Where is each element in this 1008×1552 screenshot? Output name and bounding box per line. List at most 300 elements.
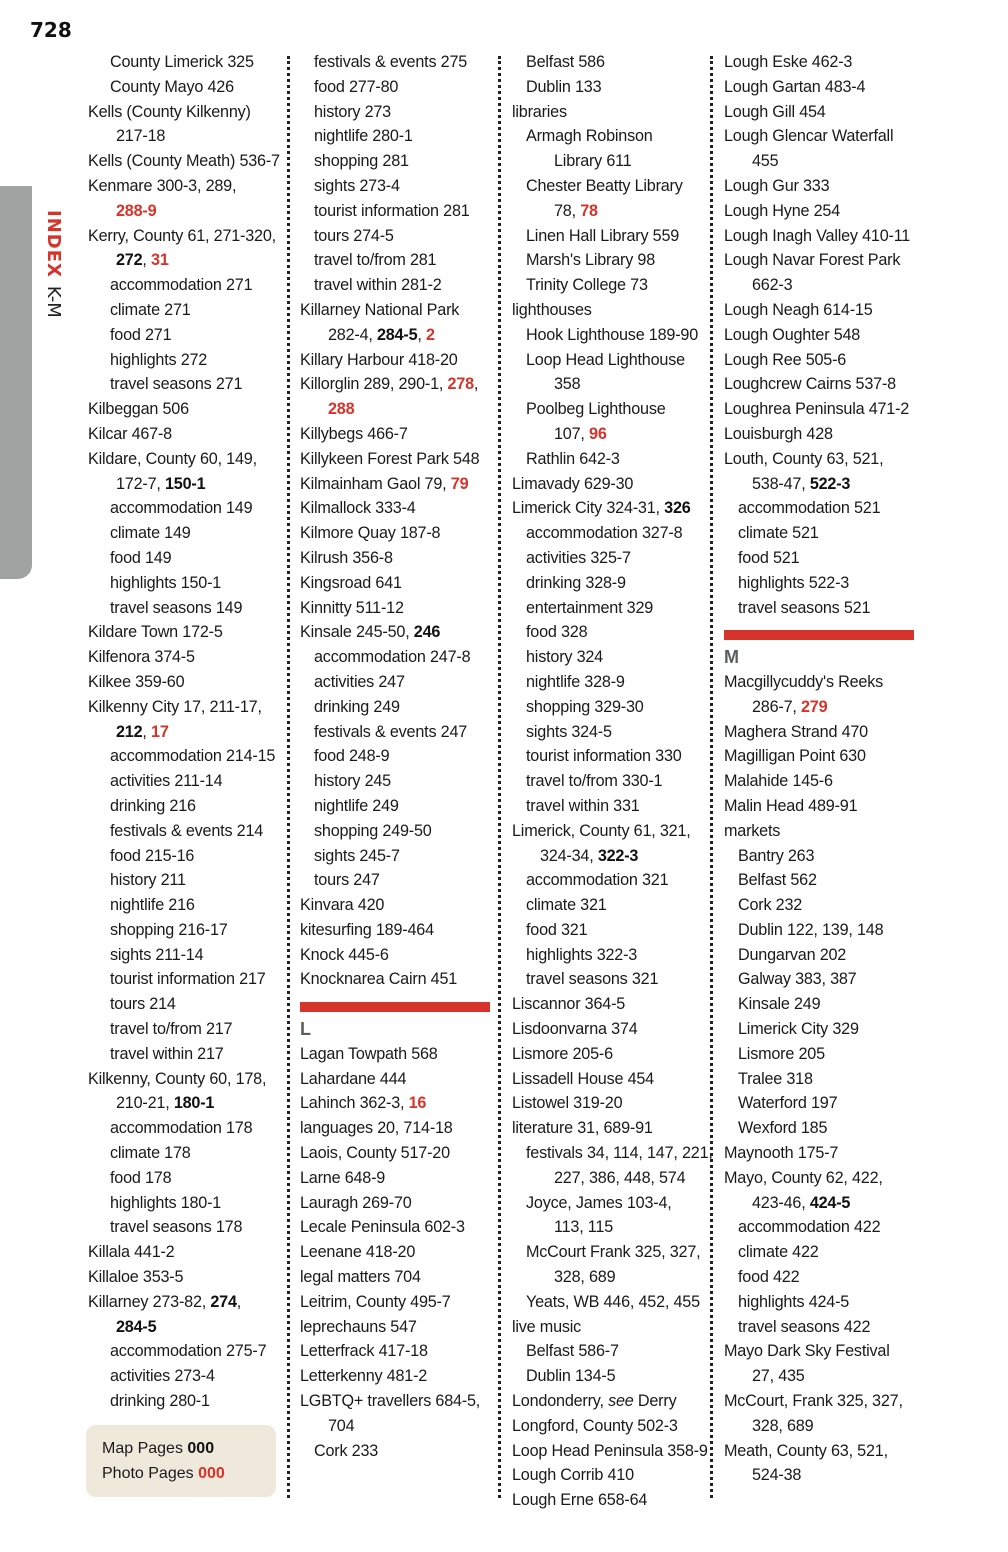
entry-text: , — [142, 251, 152, 270]
index-entry — [512, 472, 704, 497]
index-entry-continuation — [300, 1414, 490, 1439]
entry-text: Bantry 263 — [738, 846, 815, 865]
index-entry — [88, 397, 278, 422]
entry-text: history 273 — [314, 102, 391, 121]
entry-text: Kilkenny City 17, 211-17, — [88, 697, 262, 716]
index-entry — [724, 769, 916, 794]
index-entry-continuation — [512, 1215, 704, 1240]
entry-text: food 328 — [526, 623, 588, 642]
index-subentry — [88, 1389, 278, 1414]
entry-text: Limerick City 324-31, — [512, 499, 665, 518]
legend-photo-value: 000 — [198, 1464, 225, 1482]
index-entry — [300, 348, 490, 373]
index-subentry — [512, 224, 704, 249]
index-subentry — [88, 496, 278, 521]
entry-text: Limavady 629-30 — [512, 474, 634, 493]
index-entry — [300, 1364, 490, 1389]
entry-text: Magilligan Point 630 — [724, 747, 866, 766]
letter-heading: L — [300, 1019, 311, 1040]
index-entry — [724, 248, 916, 273]
entry-text: festivals 34, 114, 147, 221, — [526, 1144, 713, 1163]
index-subentry — [724, 992, 916, 1017]
entry-text: libraries — [512, 102, 567, 121]
index-entry — [88, 695, 278, 720]
index-entry-continuation — [512, 1265, 704, 1290]
entry-text: climate 321 — [526, 896, 607, 915]
map-page-ref: 322-3 — [597, 846, 639, 865]
entry-text: Lough Glencar Waterfall — [724, 127, 894, 146]
index-entry-continuation — [724, 472, 916, 497]
legend-map-pages — [102, 1437, 276, 1462]
entry-text: tourist information 281 — [314, 201, 470, 220]
legend-photo-pages — [102, 1462, 276, 1487]
entry-text: Lough Gill 454 — [724, 102, 826, 121]
index-entry — [512, 819, 704, 844]
entry-text: Letterfrack 417-18 — [300, 1342, 428, 1361]
entry-text: LGBTQ+ travellers 684-5, — [300, 1392, 481, 1411]
entry-text: 282-4, — [328, 325, 377, 344]
entry-text: Lough Erne 658-64 — [512, 1491, 648, 1510]
entry-text: Dublin 122, 139, 148 — [738, 920, 884, 939]
entry-text: sights 273-4 — [314, 176, 400, 195]
entry-text: food 422 — [738, 1268, 800, 1287]
index-subentry — [88, 918, 278, 943]
entry-text: Lahinch 362-3, — [300, 1094, 409, 1113]
entry-text: climate 271 — [110, 300, 191, 319]
index-subentry — [512, 248, 704, 273]
index-entry — [512, 1488, 704, 1513]
entry-text: Derry — [633, 1392, 677, 1411]
entry-text: Tralee 318 — [738, 1069, 813, 1088]
letter-section-bar — [300, 1002, 490, 1012]
index-entry — [300, 596, 490, 621]
index-entry — [724, 348, 916, 373]
index-subentry — [300, 670, 490, 695]
photo-page-ref: 2 — [426, 325, 435, 344]
index-entry-continuation — [88, 472, 278, 497]
index-entry — [300, 571, 490, 596]
index-subentry — [88, 348, 278, 373]
column-divider — [498, 56, 501, 1498]
index-subentry — [88, 372, 278, 397]
entry-text: Kingsroad 641 — [300, 573, 402, 592]
index-entry — [300, 1191, 490, 1216]
map-page-ref: 180-1 — [173, 1094, 215, 1113]
index-entry-continuation — [300, 323, 490, 348]
index-subentry — [300, 744, 490, 769]
index-entry — [512, 100, 704, 125]
entry-text: highlights 180-1 — [110, 1193, 222, 1212]
index-subentry — [724, 1315, 916, 1340]
index-column-1 — [88, 50, 278, 1414]
entry-text: Kells (County Meath) 536-7 — [88, 152, 280, 171]
entry-text: tours 247 — [314, 871, 380, 890]
entry-text: Lough Neagh 614-15 — [724, 300, 873, 319]
entry-text: 524-38 — [752, 1466, 802, 1485]
photo-page-ref: 17 — [151, 722, 169, 741]
entry-text: accommodation 178 — [110, 1119, 253, 1138]
index-entry — [512, 496, 704, 521]
section-tab-label — [43, 210, 64, 318]
index-subentry — [300, 695, 490, 720]
entry-text: activities 211-14 — [110, 772, 223, 791]
entry-text: Laois, County 517-20 — [300, 1144, 450, 1163]
letter-section-divider — [300, 992, 490, 1017]
index-subentry — [512, 1290, 704, 1315]
index-entry — [724, 298, 916, 323]
entry-text: accommodation 275-7 — [110, 1342, 267, 1361]
entry-text: County Limerick 325 — [110, 53, 254, 71]
index-entry-continuation — [88, 248, 278, 273]
index-entry — [300, 422, 490, 447]
entry-text: Cork 233 — [314, 1441, 379, 1460]
entry-text: 227, 386, 448, 574 — [554, 1168, 686, 1187]
index-subentry — [512, 670, 704, 695]
entry-text: live music — [512, 1317, 582, 1336]
index-entry — [300, 1339, 490, 1364]
index-subentry — [512, 1191, 704, 1216]
index-entry — [300, 496, 490, 521]
index-subentry — [724, 1265, 916, 1290]
entry-text: travel within 281-2 — [314, 276, 442, 295]
entry-text: Leenane 418-20 — [300, 1243, 416, 1262]
entry-text: climate 521 — [738, 524, 819, 543]
entry-text: Kells (County Kilkenny) — [88, 102, 251, 121]
entry-text: Lismore 205-6 — [512, 1044, 613, 1063]
index-subentry — [300, 199, 490, 224]
entry-text: nightlife 328-9 — [526, 672, 625, 691]
index-subentry — [512, 1141, 713, 1166]
entry-text: Kilmallock 333-4 — [300, 499, 416, 518]
entry-text: Kilkee 359-60 — [88, 672, 185, 691]
index-subentry — [88, 323, 278, 348]
entry-text: McCourt Frank 325, 327, — [526, 1243, 701, 1262]
entry-text: highlights 522-3 — [738, 573, 850, 592]
entry-text: nightlife 216 — [110, 896, 195, 915]
index-subentry — [512, 1339, 704, 1364]
index-subentry — [88, 744, 278, 769]
index-entry-continuation — [512, 1166, 704, 1191]
index-subentry — [724, 1067, 916, 1092]
cross-reference: see — [608, 1392, 634, 1411]
entry-text: festivals & events 214 — [110, 821, 264, 840]
entry-text: tourist information 217 — [110, 970, 266, 989]
index-entry — [88, 670, 278, 695]
entry-text: County Mayo 426 — [110, 77, 234, 96]
entry-text: McCourt, Frank 325, 327, — [724, 1392, 903, 1411]
entry-text: sights 324-5 — [526, 722, 612, 741]
index-subentry — [724, 1215, 916, 1240]
entry-text: 423-46, — [752, 1193, 810, 1212]
entry-text: 172-7, — [116, 474, 165, 493]
index-subentry — [88, 1215, 278, 1240]
index-entry-continuation — [88, 1091, 278, 1116]
index-entry — [88, 1265, 278, 1290]
map-page-ref: 424-5 — [809, 1193, 851, 1212]
index-subentry — [300, 124, 490, 149]
entry-text: Kinnitty 511-12 — [300, 598, 404, 617]
entry-text: accommodation 422 — [738, 1218, 881, 1237]
index-subentry — [512, 273, 704, 298]
entry-text: Hook Lighthouse 189-90 — [526, 325, 698, 344]
letter-section-divider — [724, 620, 916, 645]
entry-text: entertainment 329 — [526, 598, 654, 617]
index-entry — [512, 1439, 708, 1464]
entry-text: highlights 150-1 — [110, 573, 222, 592]
entry-text: Loop Head Lighthouse — [526, 350, 685, 369]
entry-text: Yeats, WB 446, 452, 455 — [526, 1292, 700, 1311]
entry-text: travel to/from 330-1 — [526, 772, 663, 791]
letter-section-bar — [724, 630, 914, 640]
index-subentry — [512, 323, 704, 348]
entry-text: Waterford 197 — [738, 1094, 838, 1113]
index-entry-continuation — [300, 397, 490, 422]
index-entry — [300, 1389, 490, 1414]
index-subentry — [88, 50, 278, 75]
index-entry-continuation — [512, 844, 704, 869]
entry-text: Lissadell House 454 — [512, 1069, 654, 1088]
index-entry-continuation — [724, 149, 916, 174]
index-subentry — [88, 844, 278, 869]
entry-text: Rathlin 642-3 — [526, 449, 620, 468]
entry-text: Belfast 586 — [526, 53, 605, 71]
index-entry — [724, 224, 916, 249]
index-entry — [724, 397, 916, 422]
index-entry-continuation — [512, 422, 704, 447]
index-entry — [88, 1240, 278, 1265]
index-subentry — [512, 447, 704, 472]
index-entry — [724, 670, 916, 695]
photo-page-ref: 79 — [450, 474, 469, 493]
entry-text: highlights 272 — [110, 350, 208, 369]
legend-map-label: Map Pages — [102, 1440, 183, 1457]
entry-text: history 324 — [526, 648, 603, 667]
index-subentry — [88, 819, 278, 844]
index-subentry — [512, 397, 704, 422]
entry-text: accommodation 271 — [110, 276, 253, 295]
index-subentry — [300, 1439, 490, 1464]
entry-text: Malahide 145-6 — [724, 772, 833, 791]
index-subentry — [300, 75, 490, 100]
index-subentry — [88, 1042, 278, 1067]
index-subentry — [724, 1116, 916, 1141]
entry-text: tours 214 — [110, 995, 176, 1014]
entry-text: travel seasons 149 — [110, 598, 243, 617]
entry-text: 324-34, — [540, 846, 598, 865]
index-entry — [724, 1166, 916, 1191]
index-entry — [724, 744, 916, 769]
entry-text: Kinsale 249 — [738, 995, 821, 1014]
entry-text: literature 31, 689-91 — [512, 1119, 653, 1138]
entry-text: Lough Oughter 548 — [724, 325, 861, 344]
index-subentry — [512, 1240, 704, 1265]
index-entry — [300, 546, 490, 571]
entry-text: Lahardane 444 — [300, 1069, 407, 1088]
index-subentry — [300, 844, 490, 869]
entry-text: Limerick City 329 — [738, 1020, 859, 1039]
index-entry — [88, 620, 278, 645]
index-subentry — [724, 868, 916, 893]
index-entry — [300, 1265, 490, 1290]
entry-text: kitesurfing 189-464 — [300, 920, 434, 939]
index-subentry — [724, 546, 916, 571]
entry-text: languages 20, 714-18 — [300, 1119, 453, 1138]
entry-text: Dublin 134-5 — [526, 1367, 616, 1386]
entry-text: lighthouses — [512, 300, 592, 319]
photo-page-ref: 31 — [151, 251, 169, 270]
entry-text: Linen Hall Library 559 — [526, 226, 680, 245]
index-subentry — [512, 943, 704, 968]
index-entry — [88, 645, 278, 670]
entry-text: Lough Ree 505-6 — [724, 350, 847, 369]
index-entry-continuation — [724, 695, 916, 720]
entry-text: Lough Navar Forest Park — [724, 251, 901, 270]
entry-text: 538-47, — [752, 474, 810, 493]
index-subentry — [724, 943, 916, 968]
entry-text: 217-18 — [116, 127, 166, 146]
entry-text: history 211 — [110, 871, 186, 890]
index-subentry — [88, 943, 278, 968]
index-subentry — [88, 75, 278, 100]
entry-text: food 248-9 — [314, 747, 390, 766]
index-subentry — [512, 893, 704, 918]
entry-text: shopping 329-30 — [526, 697, 644, 716]
entry-text: Lauragh 269-70 — [300, 1193, 412, 1212]
index-entry — [724, 199, 916, 224]
index-subentry — [88, 992, 278, 1017]
letter-heading: M — [724, 647, 739, 668]
entry-text: travel to/from 217 — [110, 1020, 233, 1039]
index-entry — [724, 1389, 916, 1414]
index-subentry — [300, 794, 490, 819]
entry-text: history 245 — [314, 772, 391, 791]
entry-text: Killarney National Park — [300, 300, 460, 319]
entry-text: Loughrea Peninsula 471-2 — [724, 400, 910, 419]
map-page-ref: 272 — [116, 251, 143, 270]
entry-text: Belfast 562 — [738, 871, 817, 890]
index-entry — [300, 1166, 490, 1191]
entry-text: food 149 — [110, 548, 172, 567]
index-subentry — [512, 918, 704, 943]
entry-text: Lisdoonvarna 374 — [512, 1020, 638, 1039]
index-entry — [300, 521, 490, 546]
index-entry — [512, 1091, 704, 1116]
index-subentry — [300, 224, 490, 249]
entry-text: Knocknarea Cairn 451 — [300, 970, 458, 989]
index-subentry — [724, 496, 916, 521]
index-entry — [300, 1042, 490, 1067]
entry-text: Wexford 185 — [738, 1119, 828, 1138]
index-subentry — [88, 1017, 278, 1042]
legend-map-value: 000 — [187, 1440, 215, 1457]
photo-page-ref: 278 — [447, 375, 474, 394]
entry-text: Louisburgh 428 — [724, 424, 833, 443]
photo-page-ref: 279 — [801, 697, 828, 716]
entry-text: 358 — [554, 375, 581, 394]
index-entry — [512, 1017, 704, 1042]
entry-text: sights 211-14 — [110, 945, 204, 964]
entry-text: Dublin 133 — [526, 77, 602, 96]
entry-text: highlights 322-3 — [526, 945, 638, 964]
entry-text: Mayo, County 62, 422, — [724, 1168, 883, 1187]
index-subentry — [512, 521, 704, 546]
index-entry — [512, 1463, 704, 1488]
entry-text: Kildare, County 60, 149, — [88, 449, 257, 468]
map-page-ref: 274 — [210, 1292, 237, 1311]
index-entry — [512, 1042, 704, 1067]
entry-text: Kilrush 356-8 — [300, 548, 393, 567]
index-subentry — [88, 1191, 278, 1216]
index-subentry — [300, 50, 490, 75]
entry-text: Knock 445-6 — [300, 945, 389, 964]
entry-text: Letterkenny 481-2 — [300, 1367, 428, 1386]
index-entry — [88, 174, 278, 199]
index-subentry — [88, 571, 278, 596]
index-entry — [88, 447, 278, 472]
index-entry-continuation — [724, 273, 916, 298]
index-subentry — [300, 645, 490, 670]
entry-text: , — [236, 1292, 242, 1311]
index-subentry — [88, 893, 278, 918]
entry-text: Belfast 586-7 — [526, 1342, 619, 1361]
entry-text: travel seasons 521 — [738, 598, 871, 617]
index-entry — [300, 1215, 490, 1240]
entry-text: Meath, County 63, 521, — [724, 1441, 888, 1460]
index-entry — [300, 1141, 490, 1166]
index-entry — [724, 100, 916, 125]
entry-text: Lough Gur 333 — [724, 176, 830, 195]
entry-text: highlights 424-5 — [738, 1292, 850, 1311]
entry-text: accommodation 247-8 — [314, 648, 471, 667]
index-entry — [300, 967, 490, 992]
entry-text: climate 178 — [110, 1144, 191, 1163]
entry-text: Kilkenny, County 60, 178, — [88, 1069, 267, 1088]
index-subentry — [300, 174, 490, 199]
entry-text: markets — [724, 821, 781, 840]
index-subentry — [724, 1091, 916, 1116]
index-subentry — [512, 546, 704, 571]
entry-text: Chester Beatty Library — [526, 176, 683, 195]
entry-text: tours 274-5 — [314, 226, 394, 245]
entry-text: Dungarvan 202 — [738, 945, 847, 964]
index-entry-continuation — [512, 199, 704, 224]
index-entry — [724, 447, 916, 472]
entry-text: food 215-16 — [110, 846, 195, 865]
entry-text: Loop Head Peninsula 358-9 — [512, 1441, 708, 1460]
entry-text: Armagh Robinson — [526, 127, 653, 146]
section-tab — [0, 186, 32, 579]
entry-text: 328, 689 — [554, 1268, 616, 1287]
entry-text: food 321 — [526, 920, 588, 939]
entry-text: shopping 249-50 — [314, 821, 432, 840]
index-entry — [512, 298, 704, 323]
entry-text: travel seasons 178 — [110, 1218, 243, 1237]
entry-text: drinking 216 — [110, 796, 196, 815]
index-subentry — [724, 571, 916, 596]
index-column-3 — [512, 50, 713, 1513]
entry-text: Longford, County 502-3 — [512, 1416, 678, 1435]
entry-text: tourist information 330 — [526, 747, 682, 766]
index-entry-continuation — [724, 1463, 916, 1488]
index-column-4 — [724, 50, 916, 1488]
entry-text: Killykeen Forest Park 548 — [300, 449, 480, 468]
index-entry-continuation — [512, 149, 704, 174]
map-page-ref: 284-5 — [116, 1317, 157, 1336]
entry-text: festivals & events 275 — [314, 53, 468, 71]
index-entry — [724, 720, 916, 745]
index-column-2 — [300, 50, 490, 1463]
index-entry-continuation — [724, 1191, 916, 1216]
